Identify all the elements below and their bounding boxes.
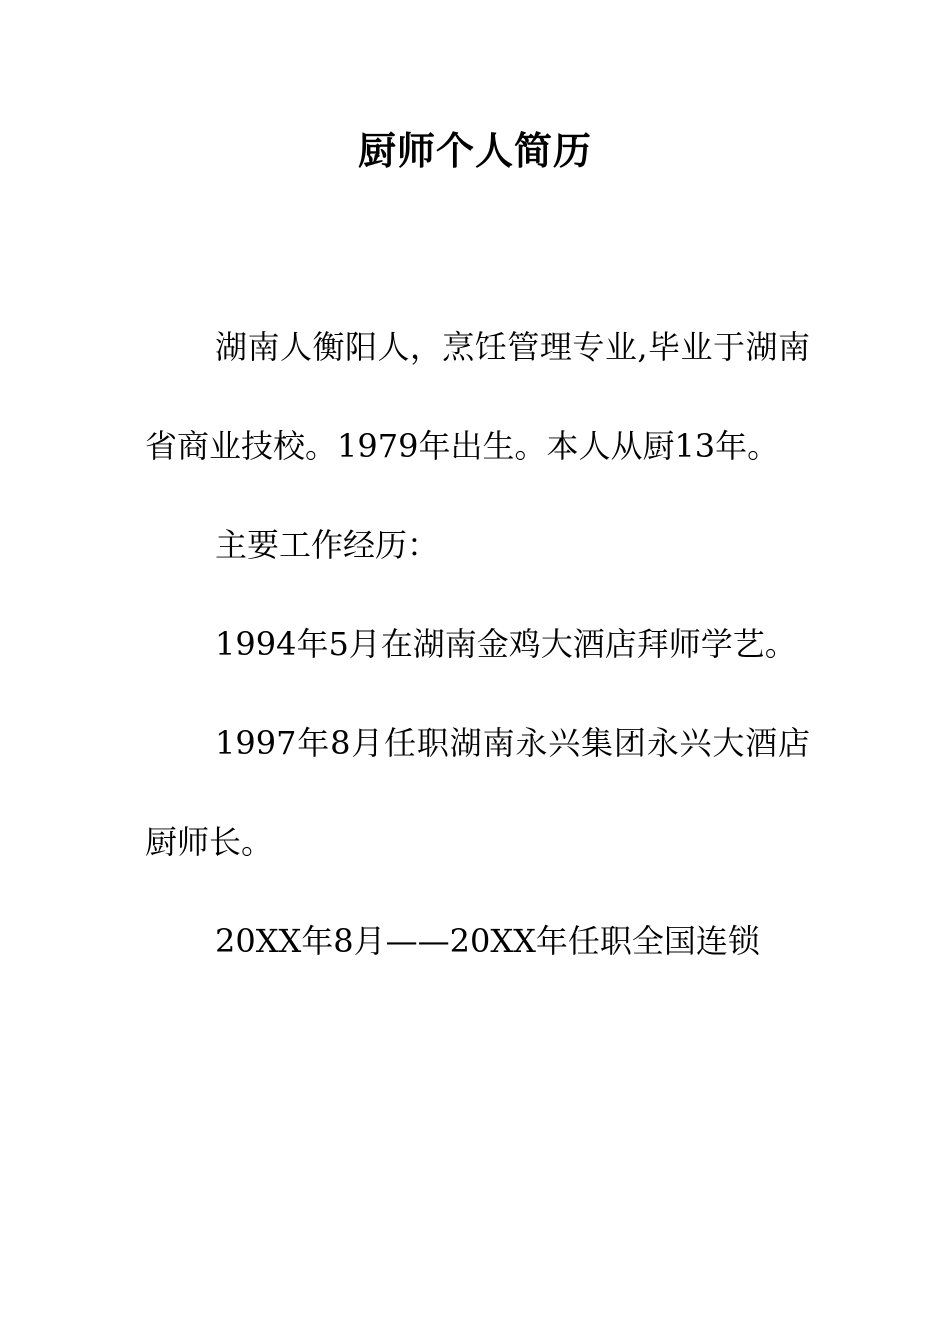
paragraph-work-20xx: 20XX年8月——20XX年任职全国连锁 [215,922,760,960]
paragraph-work-history-heading: 主要工作经历： [215,526,440,564]
paragraph-intro: 湖南人衡阳人，烹饪管理专业,毕业于湖南省商业技校。1979年出生。本人从厨13年。 [145,328,810,465]
paragraph-work-1997: 1997年8月任职湖南永兴集团永兴大酒店厨师长。 [145,724,810,861]
paragraph-work-1994: 1994年5月在湖南金鸡大酒店拜师学艺。 [215,625,797,663]
document-title: 厨师个人简历 [357,129,592,173]
document-body [145,298,810,991]
